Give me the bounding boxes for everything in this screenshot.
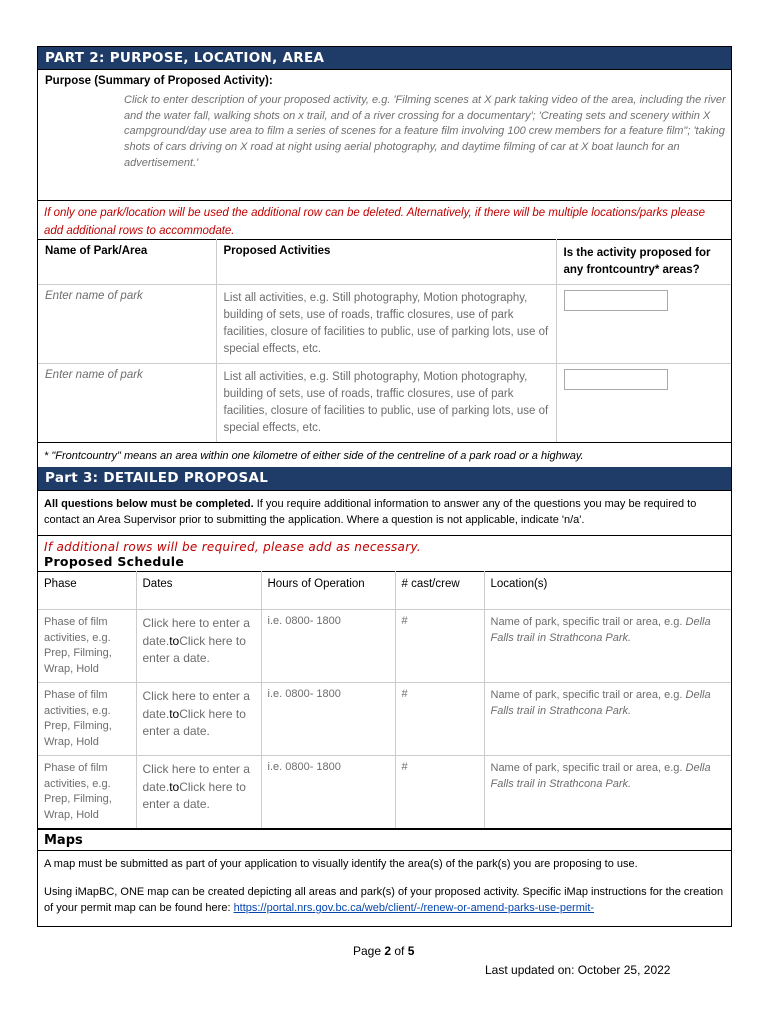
date-to: to [169,633,180,648]
purpose-input[interactable]: Click to enter description of your proposed activity, e.g. 'Filming scenes at X park taking video of the area, including the river and the water fall, walking shots on x trail, and of a river crossing for a documentary'; 'Creating sets and scenery within X campground/day use area to film a series of scenes for a feature film involving 100 crew members for a feature film"; 'taking shots of cars driving on X road at night using aerial photography, and daytime filming of car at X boat launch for an advertisement.' [124,94,726,169]
page-number [353,944,414,958]
col-activities: Proposed Activities [216,240,556,285]
part3-note-text: If additional rows will be required, please add as necessary. [44,540,422,554]
col-dates: Dates [136,572,261,610]
schedule-row [38,610,731,683]
frontcountry-cell [556,285,731,364]
maps-paragraph-2-text: Using iMapBC, ONE map can be created depicting all areas and park(s) of your proposed activity. Specific iMap instructions for the creation of your permit map can be found here: [44,886,724,914]
location-example: Della Falls trail in Strathcona Park. [490,689,711,717]
start-date-input[interactable]: Click here to enter a date. [142,762,250,794]
dates-cell [136,610,261,683]
crew-input[interactable]: # [395,756,484,829]
location-text: Name of park, specific trail or area, e.g. [490,689,686,701]
location-example: Della Falls trail in Strathcona Park. [490,616,711,644]
part2-header: PART 2: PURPOSE, LOCATION, AREA [38,47,731,69]
last-updated: Last updated on: October 25, 2022 [485,963,671,977]
page-prefix: Page [353,944,385,958]
location-text: Name of park, specific trail or area, e.g. [490,762,686,774]
purpose-label: Purpose (Summary of Proposed Activity): [45,75,273,87]
phase-input[interactable]: Phase of film activities, e.g. Prep, Filming, Wrap, Hold [38,610,136,683]
part3-intro-text: If you require additional information to answer any of the questions you may be required to contact an Area Supervisor prior to submitting the application. Where a question is not applicable, indicate 'n/a'. [44,498,697,526]
location-input[interactable] [484,683,731,756]
col-location: Location(s) [484,572,731,610]
schedule-title: Proposed Schedule [44,554,185,569]
activities-input[interactable]: List all activities, e.g. Still photography, Motion photography, building of sets, use of roads, traffic closures, use of park facilities, closure of facilities to public, use of parking lots, use of special effects, etc. [216,285,556,364]
hours-input[interactable]: i.e. 0800- 1800 [261,683,395,756]
page-current: 2 [384,944,392,958]
part3-header: Part 3: DETAILED PROPOSAL [38,467,731,490]
location-example: Della Falls trail in Strathcona Park. [490,762,711,790]
maps-paragraph-2 [44,884,725,916]
phase-input[interactable]: Phase of film activities, e.g. Prep, Filming, Wrap, Hold [38,756,136,829]
schedule-table [38,571,731,828]
hours-input[interactable]: i.e. 0800- 1800 [261,610,395,683]
frontcountry-input[interactable] [564,369,668,390]
end-date-input[interactable]: Click here to enter a date. [142,706,246,738]
part3-intro [38,490,731,535]
park-table [38,239,731,442]
schedule-row [38,756,731,829]
date-to: to [169,779,180,794]
park-name-input[interactable]: Enter name of park [38,364,216,443]
maps-section [38,850,731,926]
frontcountry-footnote: * "Frontcountry" means an area within one kilometre of either side of the centreline of a park road or a highway. [38,442,731,467]
location-input[interactable] [484,610,731,683]
col-park-name: Name of Park/Area [38,240,216,285]
purpose-section [38,69,731,200]
page-total: 5 [407,944,415,958]
maps-paragraph-1: A map must be submitted as part of your application to visually identify the area(s) of the park(s) you are proposing to use. [44,858,638,870]
activities-input[interactable]: List all activities, e.g. Still photography, Motion photography, building of sets, use of roads, traffic closures, use of park facilities, closure of facilities to public, use of parking lots, use of special effects, etc. [216,364,556,443]
schedule-row [38,683,731,756]
crew-input[interactable]: # [395,683,484,756]
schedule-header-row [38,572,731,610]
col-frontcountry: Is the activity proposed for any frontcountry* areas? [556,240,731,285]
col-crew: # cast/crew [395,572,484,610]
park-row [38,364,731,443]
dates-cell [136,683,261,756]
part2-note-text: If only one park/location will be used the additional row can be deleted. Alternatively, if there will be multiple locations/parks please add additional rows to accommodate. [44,207,705,237]
maps-title: Maps [38,828,731,850]
frontcountry-input[interactable] [564,290,668,311]
park-table-header [38,240,731,285]
start-date-input[interactable]: Click here to enter a date. [142,616,250,648]
park-row [38,285,731,364]
phase-input[interactable]: Phase of film activities, e.g. Prep, Filming, Wrap, Hold [38,683,136,756]
start-date-input[interactable]: Click here to enter a date. [142,689,250,721]
dates-cell [136,756,261,829]
end-date-input[interactable]: Click here to enter a date. [142,779,246,811]
part2-note [38,200,731,239]
end-date-input[interactable]: Click here to enter a date. [142,633,246,665]
park-name-input[interactable]: Enter name of park [38,285,216,364]
crew-input[interactable]: # [395,610,484,683]
page-of: of [391,944,408,958]
location-text: Name of park, specific trail or area, e.g. [490,616,686,628]
frontcountry-cell [556,364,731,443]
schedule-title-block [38,535,731,571]
col-phase: Phase [38,572,136,610]
form-frame [37,46,732,927]
location-input[interactable] [484,756,731,829]
hours-input[interactable]: i.e. 0800- 1800 [261,756,395,829]
col-hours: Hours of Operation [261,572,395,610]
imap-link[interactable]: https://portal.nrs.gov.bc.ca/web/client/-/renew-or-amend-parks-use-permit- [233,902,595,914]
part3-intro-bold: All questions below must be completed. [44,498,254,510]
date-to: to [169,706,180,721]
